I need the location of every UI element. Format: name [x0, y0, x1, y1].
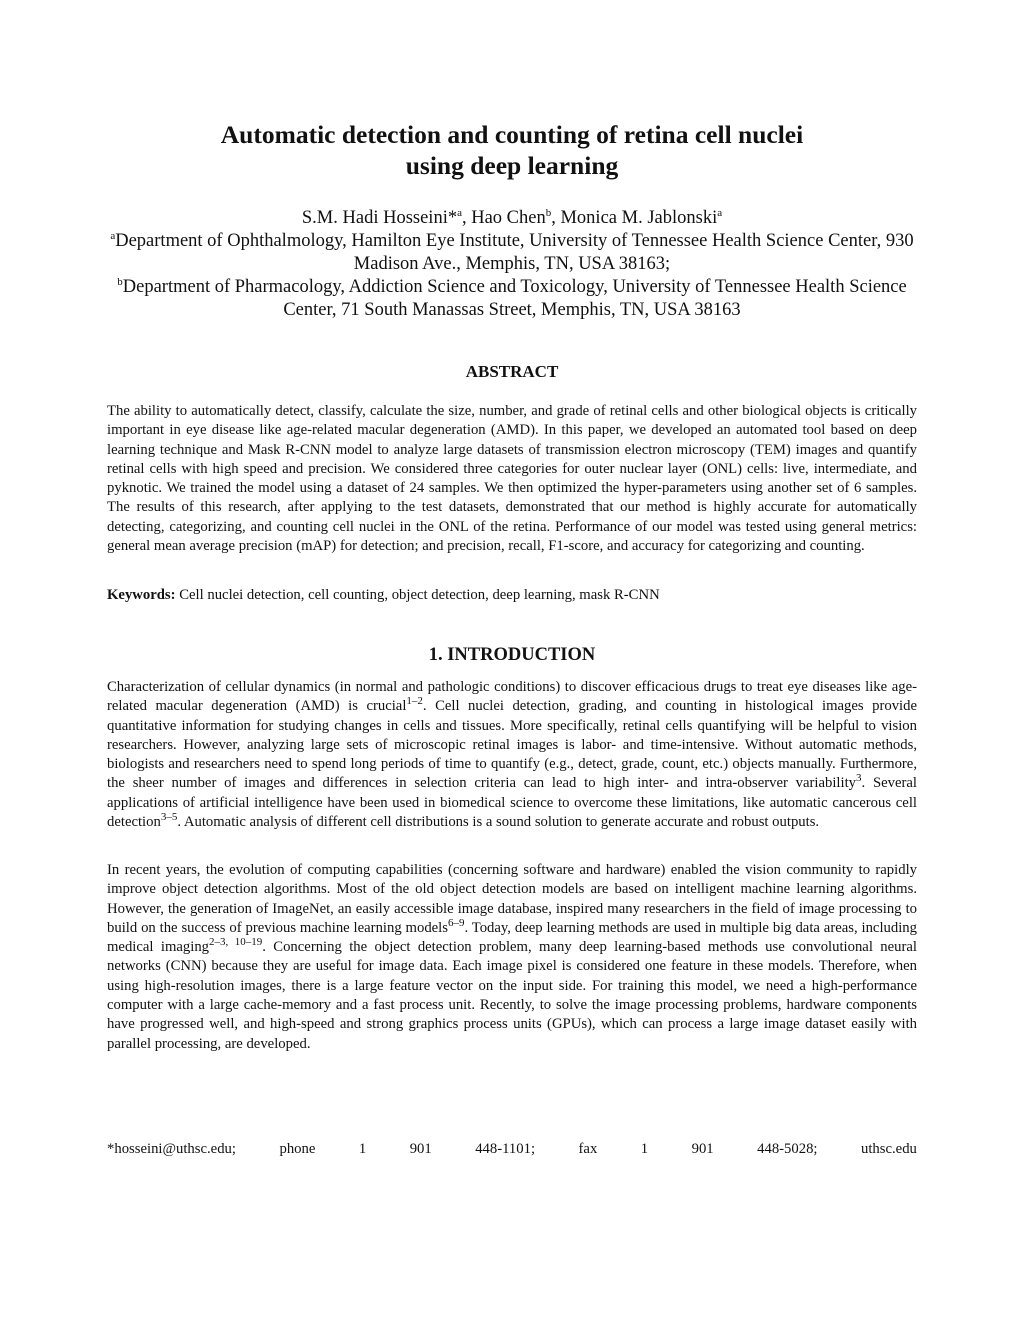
footnote-website: uthsc.edu [861, 1141, 917, 1157]
abstract-text: The ability to automatically detect, classify, calculate the size, number, and grade of retinal cells and other biological objects is critically important in eye disease like age-related macular degeneration (AMD). In this paper, we developed an automated tool based on deep learning technique and Mask R-CNN model to analyze large datasets of transmission electron microscopy (TEM) images and quantify retinal cells with high speed and precision. We considered three categories for outer nuclear layer (ONL) cells: live, intermediate, and pyknotic. We trained the model using a dataset of 24 samples. We then optimized the hyper-parameters using another set of 6 samples. The results of this research, after applying to the test datasets, demonstrated that our method is highly accurate for automatically detecting, categorizing, and counting cell nuclei in the ONL of the retina. Performance of our model was tested using general metrics: general mean average precision (mAP) for detection; and precision, recall, F1-score, and accuracy for categorizing and counting. [107, 403, 917, 555]
footnote-fax-country: 1 [640, 1141, 649, 1157]
intro-p1-text-a: Characterization of cellular dynamics (in normal and pathologic conditions) to discover efficacious drugs to treat eye diseases like age-related macular degeneration (AMD) is crucial [107, 679, 917, 715]
intro-p2-text-b: . Today, deep learning methods are used in multiple big data areas, including medical imaging [107, 919, 917, 956]
affiliation-a-text: Department of Ophthalmology, Hamilton Eye Institute, University of Tennessee Health Science Center, 930 Madison Ave., Memphis, TN, USA 38163; [115, 231, 914, 274]
footnote-phone-label: phone [279, 1141, 316, 1157]
footnote-phone-area: 901 [409, 1141, 432, 1157]
affiliation-b-text: Department of Pharmacology, Addiction Science and Toxicology, University of Tennessee Health Science Center, 71 South Manassas Street, Memphis, TN, USA 38163 [122, 277, 907, 320]
title-line-1: Automatic detection and counting of retina cell nuclei [220, 120, 804, 149]
author-2-affil: b [545, 206, 552, 219]
contact-footnote [107, 1141, 917, 1158]
footnote-phone-number: 448-1101; [475, 1141, 536, 1157]
intro-p1-text-b: . Cell nuclei detection, grading, and counting in histological images provide quantitative information for studying changes in cells and tissues. More specifically, retinal cells quantifying will be helpful to vision researchers. However, analyzing large sets of microscopic retinal images is labor- and time-intensive. Without automatic methods, biologists and researchers need to spend long periods of time to quantify (e.g., detect, grade, count, etc.) objects manually. Furthermore, the sheer number of images and differences in selection criteria can lead to high inter- and intra-observer variability [107, 698, 918, 792]
citation: 3 [856, 772, 862, 785]
affiliation-b [96, 276, 928, 322]
section-heading-introduction: 1. INTRODUCTION [428, 645, 596, 665]
citation: 2–3, 10–19 [209, 936, 263, 949]
abstract-heading: ABSTRACT [465, 362, 559, 381]
citation: 1–2 [406, 695, 423, 708]
author-3-affil: a [717, 206, 723, 219]
footnote-fax-number: 448-5028; [757, 1141, 818, 1157]
author-1-affil: a [457, 206, 462, 219]
keywords-text: Cell nuclei detection, cell counting, object detection, deep learning, mask R-CNN [175, 587, 660, 603]
keywords [107, 586, 917, 605]
author-2: , Hao Chen [461, 208, 546, 228]
paper-title [0, 119, 1024, 181]
footnote-email: *hosseini@uthsc.edu; [107, 1141, 236, 1157]
affiliation-b-marker: b [117, 275, 123, 288]
keywords-label: Keywords: [107, 587, 176, 603]
title-line-2: using deep learning [405, 151, 619, 180]
intro-paragraph-2 [107, 861, 917, 1054]
author-list [0, 207, 1024, 230]
citation: 6–9 [447, 917, 465, 929]
footnote-fax-area: 901 [691, 1141, 714, 1157]
affiliation-a-marker: a [110, 229, 116, 242]
author-1: S.M. Hadi Hosseini* [301, 208, 458, 228]
intro-p2-text-a: In recent years, the evolution of computing capabilities (concerning software and hardware) enabled the vision community to rapidly improve object detection algorithms. Most of the old object detection models are based on intelligent machine learning algorithms. However, the generation of ImageNet, an easily accessible image database, inspired many researchers in the field of image processing to build on the success of previous machine learning models [107, 862, 917, 936]
intro-paragraph-1 [107, 678, 917, 832]
intro-p1-text-c: . Several applications of artificial intelligence have been used in biomedical science to overcome these limitations, like automatic cancerous cell detection [107, 775, 918, 831]
citation: 3–5 [160, 811, 178, 824]
author-3: , Monica M. Jablonski [551, 208, 718, 228]
footnote-fax-label: fax [578, 1141, 598, 1157]
affiliation-a [96, 230, 928, 276]
intro-p1-text-d: . Automatic analysis of different cell distributions is a sound solution to generate accurate and robust outputs. [177, 814, 820, 831]
footnote-phone-country: 1 [358, 1141, 367, 1157]
intro-p2-text-c: . Concerning the object detection problem, many deep learning-based methods use convolutional neural networks (CNN) because they are useful for image data. Each image pixel is considered one feature in these models. Therefore, when using high-resolution images, there is a large feature vector on the input side. For training this model, we need a high-performance computer with a large cache-memory and a fast process unit. Recently, to solve the image processing problems, hardware components have progressed well, and high-speed and strong graphics process units (GPUs), which can process a large image dataset easily with parallel processing, are developed. [107, 939, 917, 1052]
